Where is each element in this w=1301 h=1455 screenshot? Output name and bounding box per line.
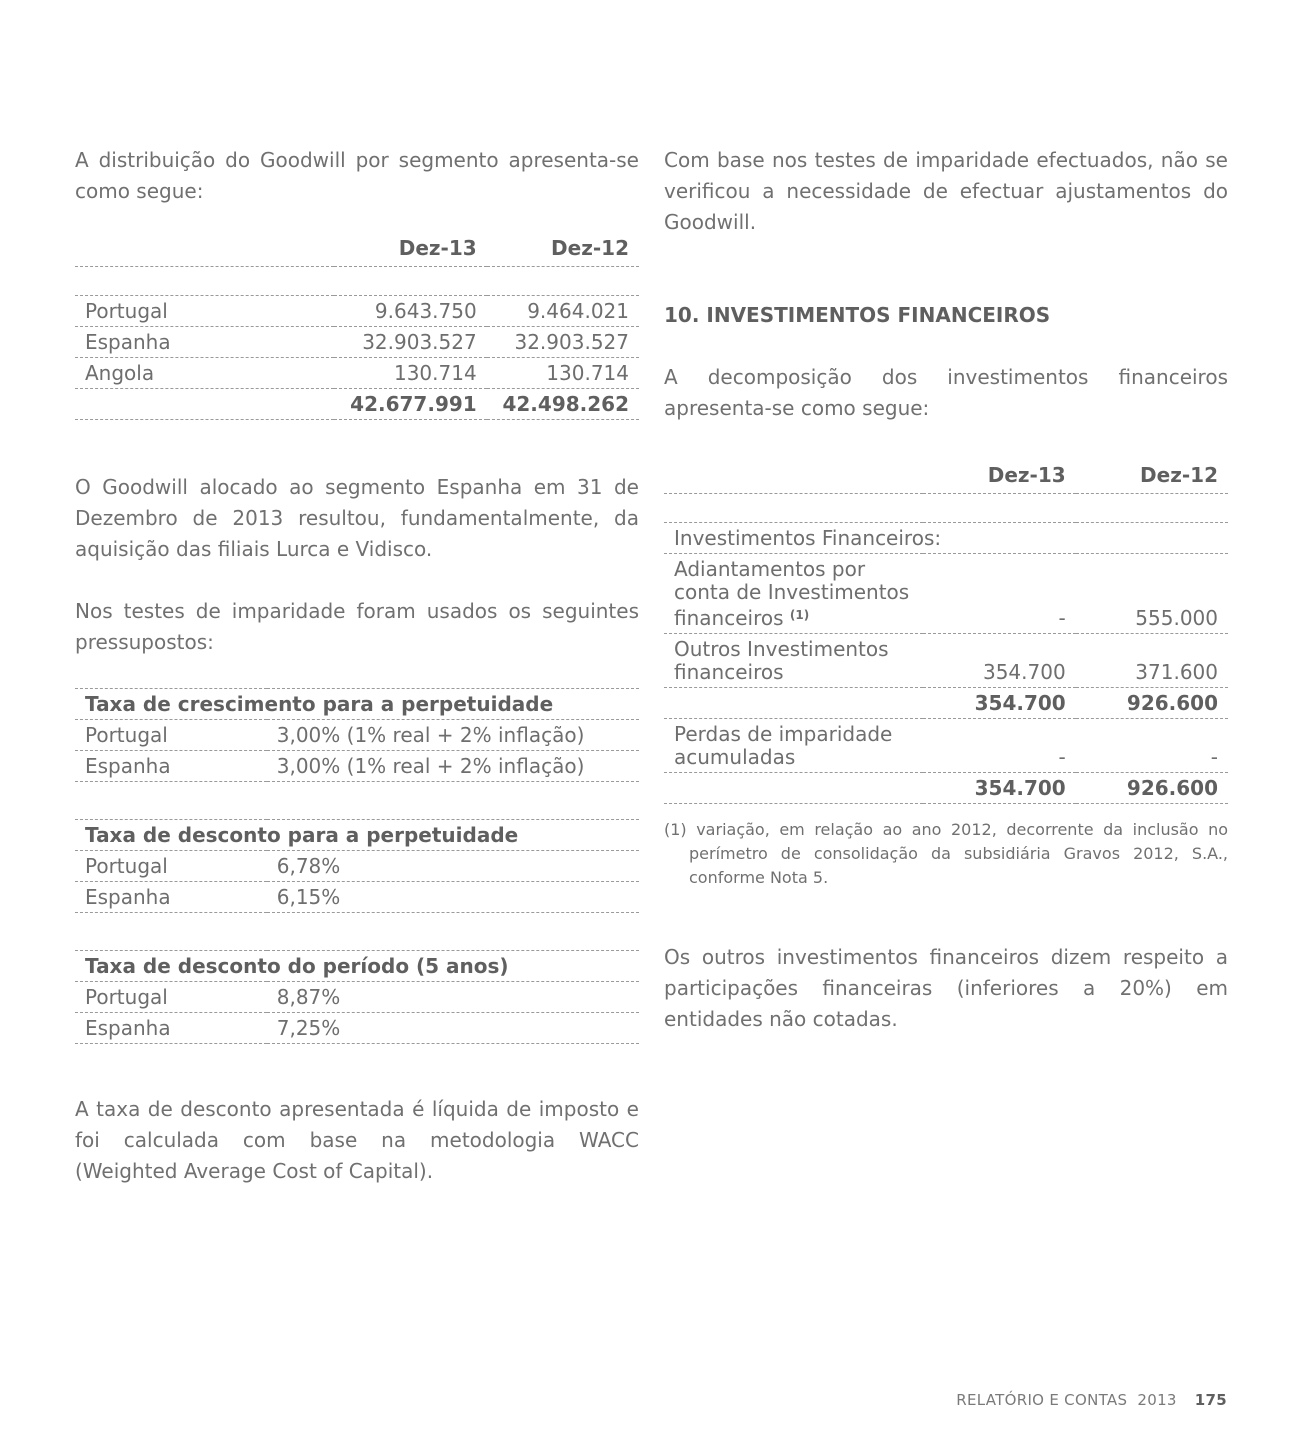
investments-intro: A decomposição dos investimentos financeiros apresenta-se como segue: xyxy=(664,365,1228,420)
col-dez12: Dez-12 xyxy=(1076,460,1228,494)
wacc-paragraph: A taxa de desconto apresentada é líquida de imposto e foi calculada com base na metodologia WACC (Weighted Average Cost of Capital). xyxy=(75,1097,639,1183)
footnote: (1) variação, em relação ao ano 2012, decorrente da inclusão no perímetro de consolidação da subsidiária Gravos 2012, S.A., conforme Nota 5. xyxy=(664,820,1228,887)
goodwill-spain-paragraph: O Goodwill alocado ao segmento Espanha em 31 de Dezembro de 2013 resultou, fundamentalmente, da aquisição das filiais Lurca e Vidisco. xyxy=(75,475,639,561)
total-row: 42.677.991 42.498.262 xyxy=(75,389,639,420)
assumptions-table-discount-perp xyxy=(75,819,639,913)
assumptions-table-growth xyxy=(75,688,639,782)
footnote-ref: (1) xyxy=(789,608,810,622)
impairment-paragraph: Com base nos testes de imparidade efectuados, não se verificou a necessidade de efectuar ajustamentos do Goodwill. xyxy=(664,148,1228,234)
table-row: Outros Investimentos financeiros 354.700 371.600 xyxy=(664,634,1228,688)
table-row: Espanha 32.903.527 32.903.527 xyxy=(75,327,639,358)
goodwill-table xyxy=(75,233,639,420)
col-dez12: Dez-12 xyxy=(487,233,639,267)
assumption-title: Taxa de desconto do período (5 anos) xyxy=(75,951,639,982)
table-header-row xyxy=(75,233,639,267)
report-title: RELATÓRIO E CONTAS 2013 xyxy=(956,1391,1177,1409)
other-investments-paragraph: Os outros investimentos financeiros dizem respeito a participações financeiras (inferiores a 20%) em entidades não cotadas. xyxy=(664,945,1228,1031)
assumptions-intro: Nos testes de imparidade foram usados os seguintes pressupostos: xyxy=(75,599,639,654)
table-row: Perdas de imparidade acumuladas - - xyxy=(664,719,1228,773)
assumption-title: Taxa de crescimento para a perpetuidade xyxy=(75,689,639,720)
table-row: Investimentos Financeiros: xyxy=(664,523,1228,554)
section-title: 10. INVESTIMENTOS FINANCEIROS xyxy=(664,303,1051,327)
table-row: Espanha 3,00% (1% real + 2% inflação) xyxy=(75,751,639,782)
page-footer xyxy=(956,1391,1227,1409)
table-row: Portugal 8,87% xyxy=(75,982,639,1013)
col-dez13: Dez-13 xyxy=(334,233,486,267)
table-row: Angola 130.714 130.714 xyxy=(75,358,639,389)
col-dez13: Dez-13 xyxy=(923,460,1075,494)
left-column xyxy=(75,145,639,1187)
investments-table xyxy=(664,460,1228,804)
right-column xyxy=(664,145,1228,1035)
table-row: Portugal 9.643.750 9.464.021 xyxy=(75,296,639,327)
table-row: Portugal 3,00% (1% real + 2% inflação) xyxy=(75,720,639,751)
table-row: Espanha 6,15% xyxy=(75,882,639,913)
assumptions-table-discount-period xyxy=(75,950,639,1044)
page-number: 175 xyxy=(1194,1391,1227,1409)
subtotal-row: 354.700 926.600 xyxy=(664,688,1228,719)
assumption-title: Taxa de desconto para a perpetuidade xyxy=(75,820,639,851)
table-row: Adiantamentos por conta de Investimentos financeiros $^{(1)}$ - 555.000 xyxy=(664,554,1228,634)
table-row: Portugal 6,78% xyxy=(75,851,639,882)
table-header-row xyxy=(664,460,1228,494)
goodwill-intro: A distribuição do Goodwill por segmento apresenta-se como segue: xyxy=(75,148,639,203)
total-row: 354.700 926.600 xyxy=(664,773,1228,804)
table-row: Espanha 7,25% xyxy=(75,1013,639,1044)
